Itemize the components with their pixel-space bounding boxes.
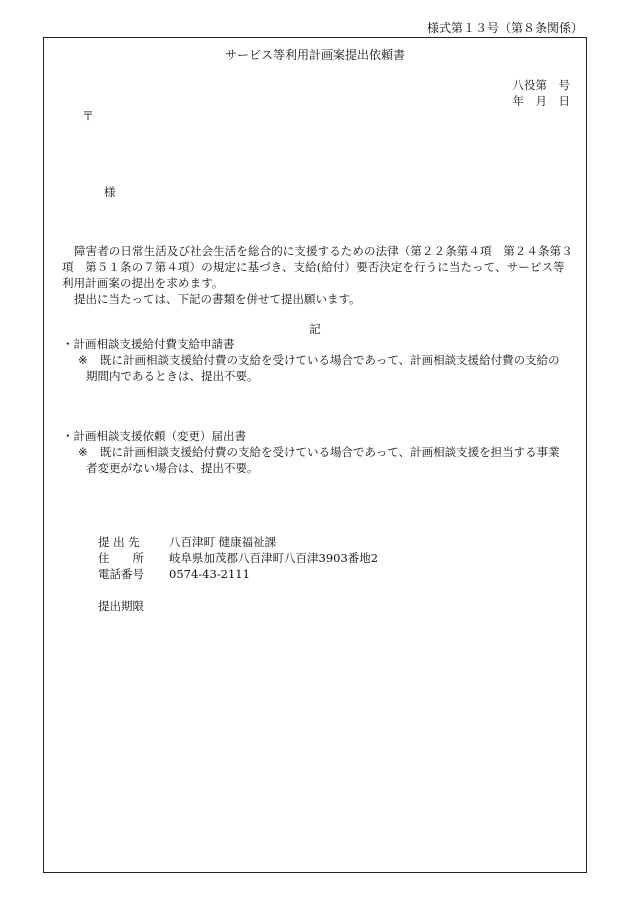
note-line-2: 者変更がない場合は、提出不要。 (86, 461, 259, 475)
phone-value: 0574-43-2111 (169, 567, 250, 581)
note-line-2: 期間内であるときは、提出不要。 (86, 369, 259, 383)
item-note (78, 352, 574, 384)
form-number: 様式第１３号（第８条関係） (426, 21, 583, 35)
body-paragraph-2: 提出に当たっては、下記の書類を併せて提出願います。 (74, 292, 361, 306)
item-title: ・計画相談支援給付費支給申請書 (62, 337, 235, 351)
address-label: 住 所 (98, 551, 144, 565)
submit-to-value: 八百津町 健康福祉課 (169, 535, 277, 549)
phone-label: 電話番号 (98, 567, 144, 581)
item-note (78, 444, 574, 476)
address-value: 岐阜県加茂郡八百津町八百津3903番地2 (169, 551, 379, 565)
deadline-label: 提出期限 (98, 599, 144, 613)
note-line-1: 既に計画相談支援給付費の支給を受けている場合であって、計画相談支援を担当する事業 (100, 445, 560, 459)
submit-to-label: 提 出 先 (98, 535, 140, 549)
item-title: ・計画相談支援依頼（変更）届出書 (62, 429, 246, 443)
document-number: 八役第 号 (512, 78, 570, 92)
document-title: サービス等利用計画案提出依頼書 (224, 48, 405, 62)
note-line-1: 既に計画相談支援給付費の支給を受けている場合であって、計画相談支援給付費の支給の (100, 353, 560, 367)
postal-mark: 〒 (82, 109, 95, 123)
note-mark: ※ (78, 353, 88, 367)
note-mark: ※ (78, 445, 88, 459)
note-text (78, 444, 574, 476)
ki-heading: 記 (309, 322, 321, 336)
note-text (78, 352, 574, 384)
document-date: 年 月 日 (512, 94, 570, 108)
body-paragraph-1: 障害者の日常生活及び社会生活を総合的に支援するための法律（第２２条第４項 第２４条第３項 第５１条の７第４項）の規定に基づき、支給(給付）要否決定を行うに当たって、サービス等利用計画案の提出を求めます。 (62, 244, 573, 290)
recipient-honorific: 様 (104, 185, 116, 199)
